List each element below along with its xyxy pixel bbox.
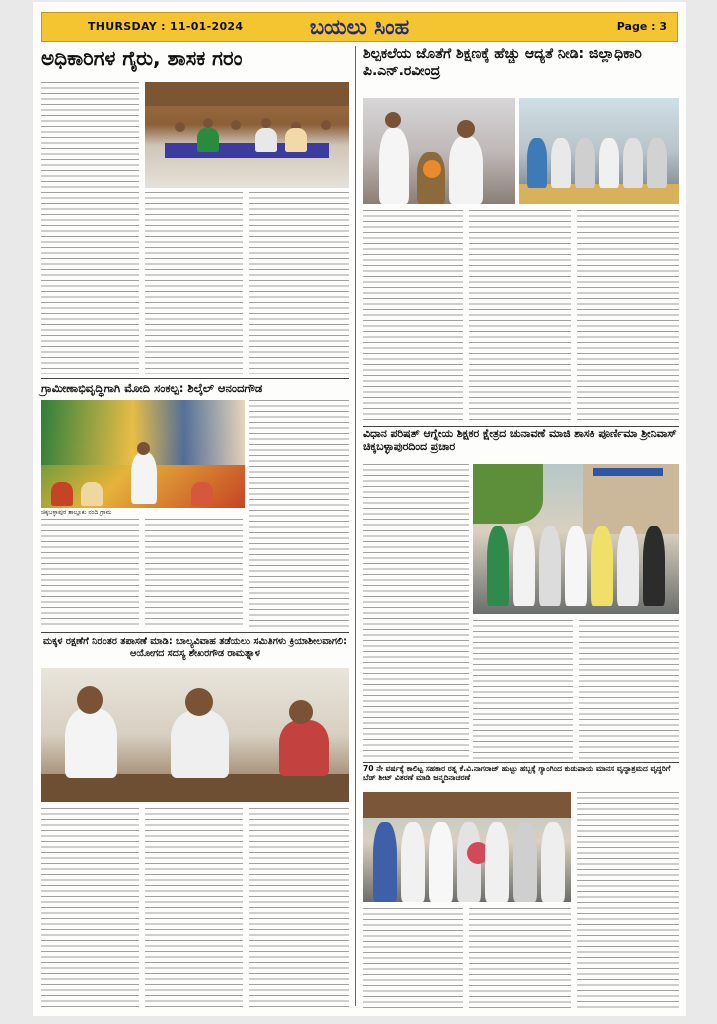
article-5-body-col-1	[41, 808, 139, 1008]
section-rule	[41, 632, 349, 633]
article-2-body-col-1	[363, 210, 463, 422]
section-rule	[363, 762, 679, 763]
article-2-body-col-3	[577, 210, 679, 422]
article-1-headline: ಅಧಿಕಾರಿಗಳ ಗೈರು, ಶಾಸಕ ಗರಂ	[41, 46, 243, 70]
article-6-body-col-1	[363, 908, 463, 1008]
article-3-photo-caption: ಚಿಕ್ಕಬಳ್ಳಾಪುರ ತಾಲ್ಲೂಕು ನಂದಿ ಗ್ರಾಮ	[41, 509, 112, 516]
article-1-photo	[145, 82, 349, 188]
issue-date: THURSDAY : 11-01-2024	[88, 20, 244, 33]
page-number: Page : 3	[616, 20, 667, 33]
article-4-body-col-1	[363, 464, 469, 760]
article-1-body-col-1	[41, 82, 139, 374]
article-5-photo	[41, 668, 349, 802]
article-6-headline: 70 ನೇ ವರ್ಷಕ್ಕೆ ಕಾಲಿಟ್ಟ ಸಹಕಾರ ರತ್ನ ಕೆ.ವಿ.ನಾಗರಾಜ್ ಹುಟ್ಟು ಹಬ್ಬಕ್ಕೆ ಗ್ಯಾಂಗಿಂದ ಕುಡುಪಾಯ ಮಾನಸ ವೃದ್ಧಾಶ್ರಮದ ವೃದ್ಧರಿಗೆ ಬೆಡ್ ಶೀಟ್ ವಿತರಣೆ ಮಾಡಿ ಜನ್ಮದಿನಾಚರಣೆ	[363, 764, 671, 783]
article-4-headline: ವಿಧಾನ ಪರಿಷತ್ ಆಗ್ನೇಯ ಶಿಕ್ಷಕರ ಕ್ಷೇತ್ರದ ಚುನಾವಣೆ ಮಾಜಿ ಶಾಸಕಿ ಪೂರ್ಣಿಮಾ ಶ್ರೀನಿವಾಸ್ ಚಿಕ್ಕಬಳ್ಳಾಪುರದಿಂದ ಪ್ರಚಾರ	[363, 427, 677, 453]
newspaper-name: ಬಯಲು ಸಿಂಹ	[309, 14, 410, 39]
article-1-body-col-2	[145, 192, 243, 374]
article-4-photo	[473, 464, 679, 614]
article-3-headline: ಗ್ರಾಮೀಣಾಭಿವೃದ್ಧಿಗಾಗಿ ಮೋದಿ ಸಂಕಲ್ಪ: ಶಿಲ್ಕೆಲ್ ಆನಂದಗೌಡ	[41, 381, 263, 395]
article-3-photo	[41, 400, 245, 508]
article-2-body-col-2	[469, 210, 571, 422]
article-4-body-col-2	[473, 620, 573, 760]
article-3-body-col-3	[249, 400, 349, 627]
article-2-photo-1	[363, 98, 515, 204]
article-5-body-col-2	[145, 808, 243, 1008]
section-rule	[41, 378, 349, 379]
article-3-body-col-2	[145, 519, 243, 627]
article-2-headline: ಶಿಲ್ಪಕಲೆಯ ಜೊತೆಗೆ ಶಿಕ್ಷಣಕ್ಕೆ ಹೆಚ್ಚು ಆದ್ಯತೆ ನೀಡಿ: ಜಿಲ್ಲಾಧಿಕಾರಿ ಪಿ.ಎನ್.ರವೀಂದ್ರ	[363, 46, 642, 79]
article-6-photo	[363, 792, 571, 902]
page-header-bar	[41, 12, 678, 42]
article-5-body-col-3	[249, 808, 349, 1008]
article-6-body-col-3	[577, 792, 679, 1008]
newspaper-page	[33, 2, 686, 1016]
article-6-body-col-2	[469, 908, 571, 1008]
column-divider	[355, 46, 356, 1006]
article-3-body-col-1	[41, 519, 139, 627]
article-5-headline: ಮಕ್ಕಳ ರಕ್ಷಣೆಗೆ ನಿರಂತರ ತಪಾಸಣೆ ಮಾಡಿ: ಬಾಲ್ಯವಿವಾಹ ತಡೆಯಲು ಸಮಿತಿಗಳು ಕ್ರಿಯಾಶೀಲವಾಗಲಿ: ಆಯೋಗದ ಸದಸ್ಯ ಶೇಖರಗೌಡ ರಾಮತ್ನಾಳ	[43, 636, 347, 659]
article-2-photo-2	[519, 98, 679, 204]
article-1-body-col-3	[249, 192, 349, 374]
article-4-body-col-3	[579, 620, 679, 760]
